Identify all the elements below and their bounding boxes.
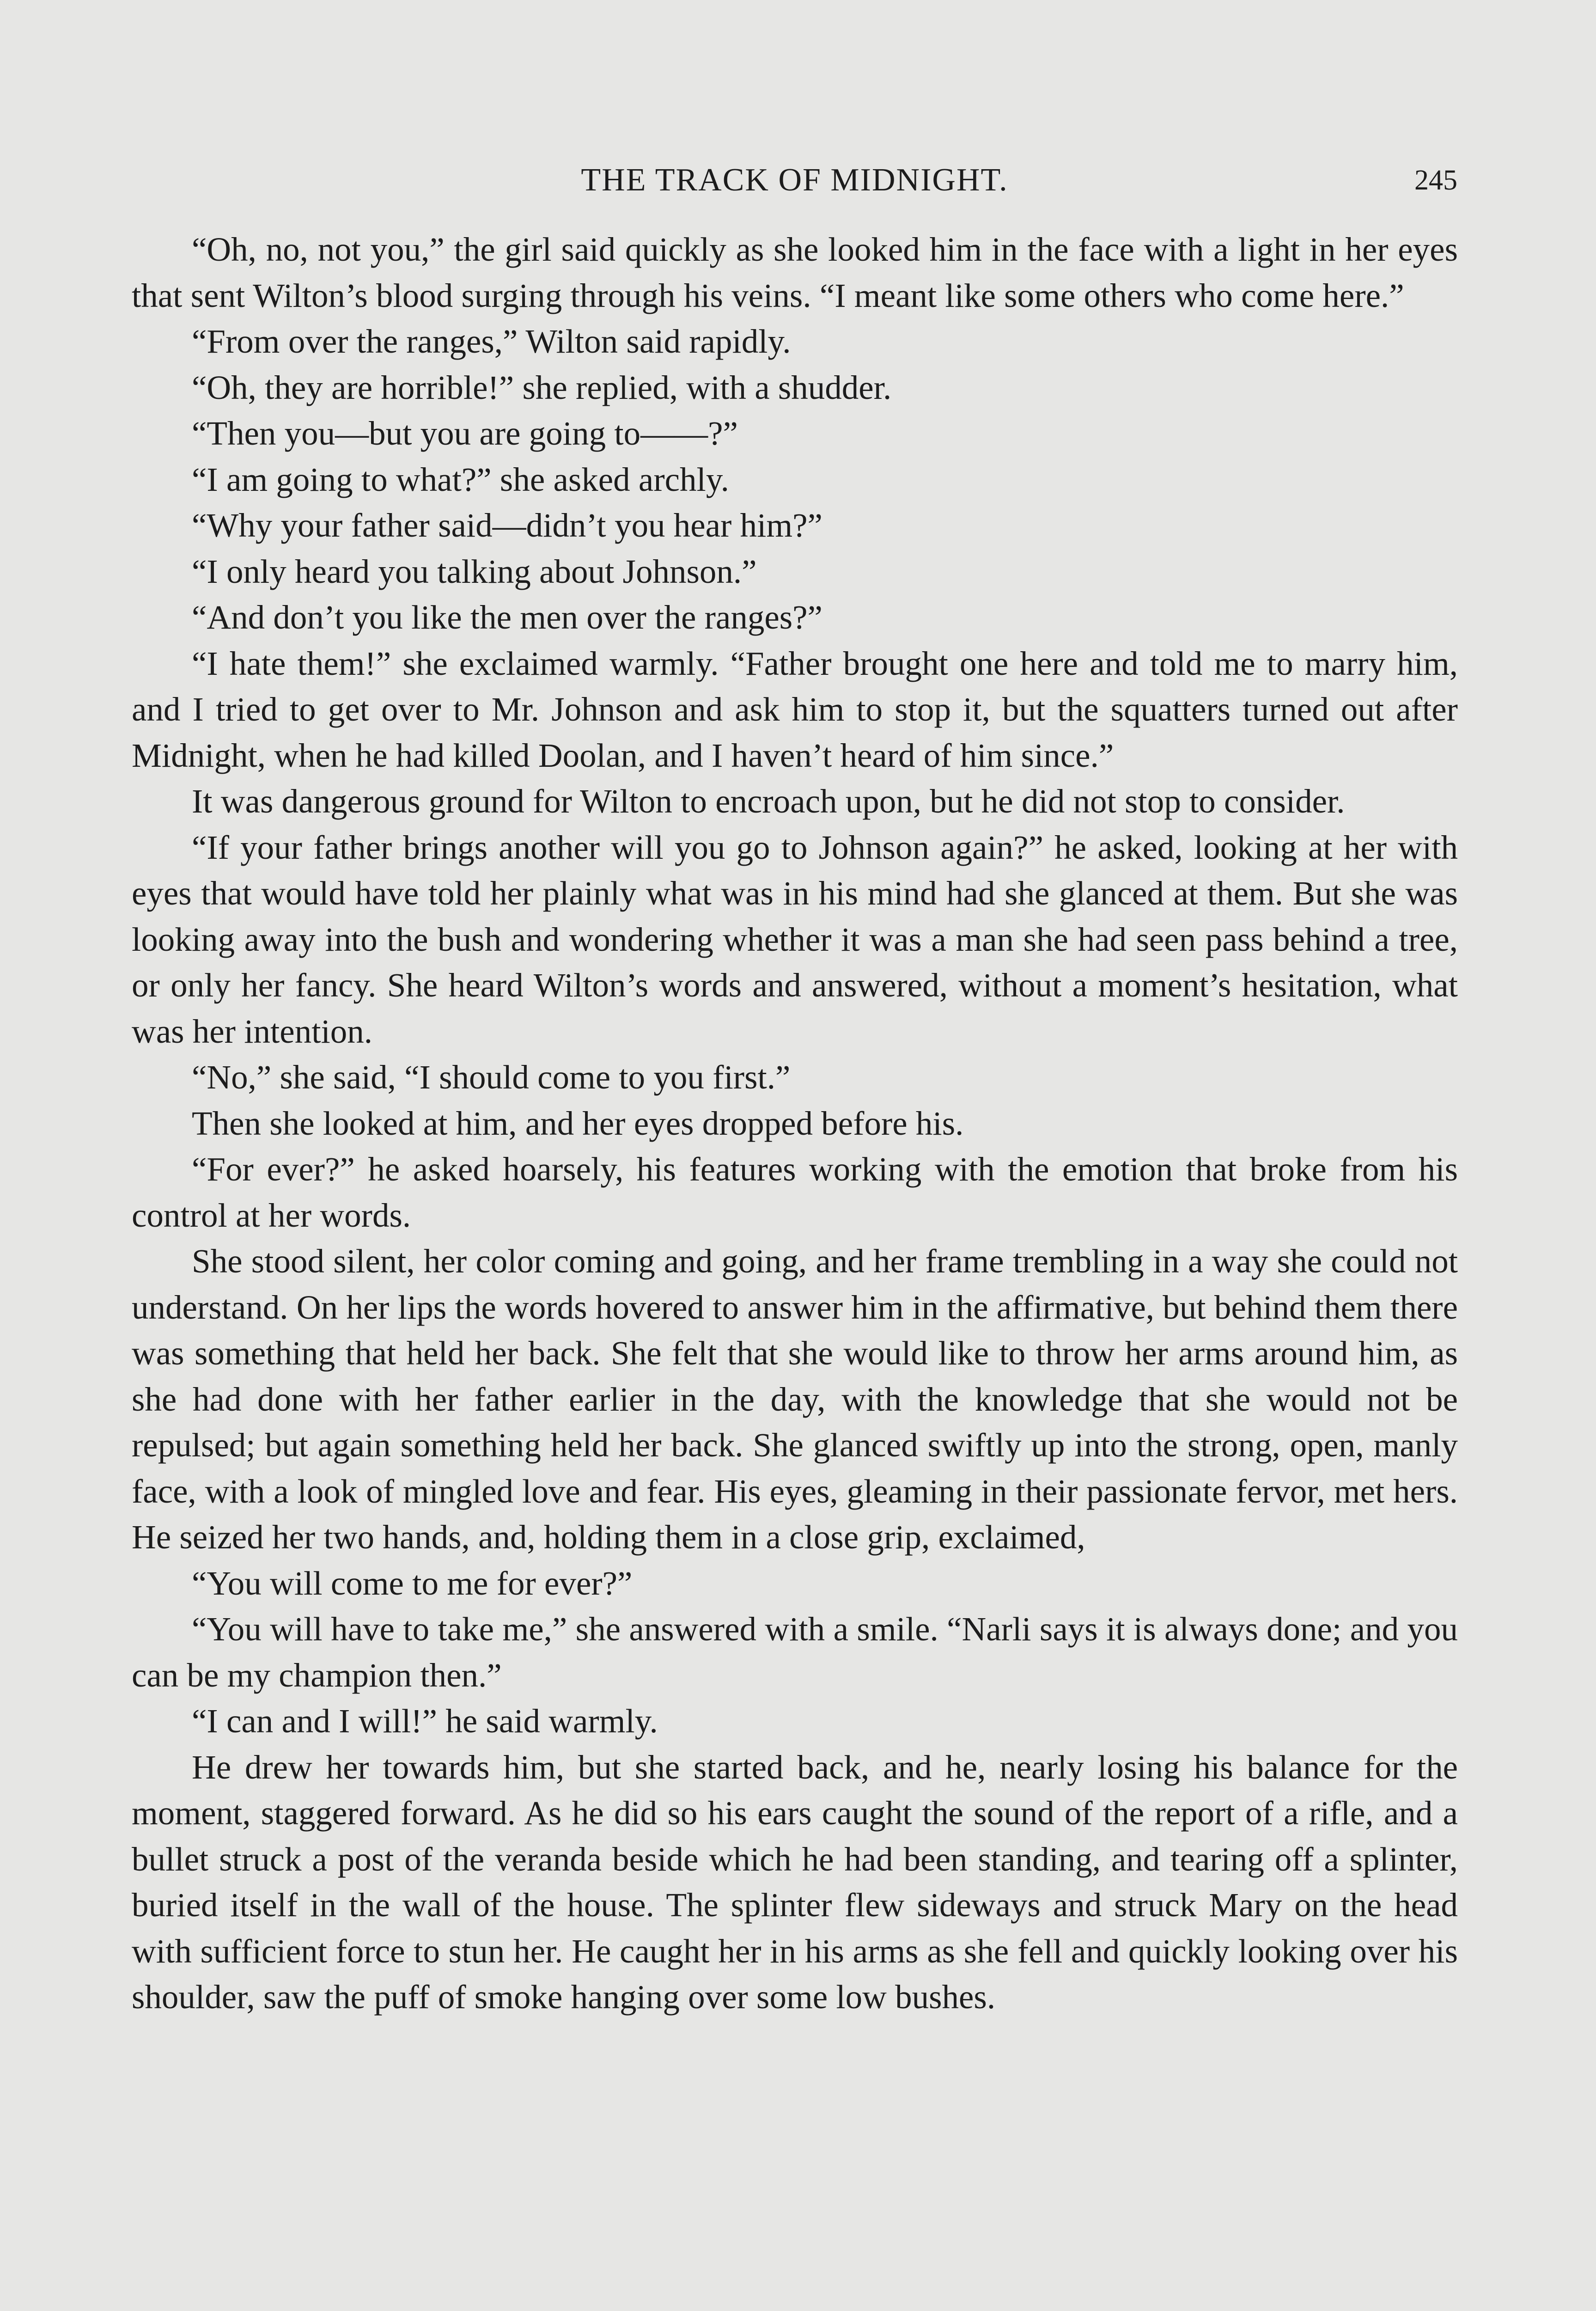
paragraph: “You will come to me for ever?” [192,1564,633,1602]
paragraph: “If your father brings another will you go to Johnson again?” he asked, looking at her with eyes that would have told her plainly what was in his mind had she glanced at them. But she was looking away into the bush and wondering whether it was a man she had seen pass behind a tree, or only her fancy. She heard Wilton’s words and answered, without a moment’s hesitation, what was her intention. [132,828,1458,1050]
paragraph: It was dangerous ground for Wilton to encroach upon, but he did not stop to consider. [192,783,1345,820]
paragraph: “I hate them!” she exclaimed warmly. “Father brought one here and told me to marry him, and I tried to get over to Mr. Johnson and ask him to stop it, but the squatters turned out after Midnight, when he had killed Doolan, and I haven’t heard of him since.” [132,644,1458,774]
paragraph: “From over the ranges,” Wilton said rapidly. [192,323,791,360]
paragraph: “Oh, they are horrible!” she replied, with a shudder. [192,368,892,406]
paragraph: “For ever?” he asked hoarsely, his features working with the emotion that broke from his control at her words. [132,1150,1458,1234]
paragraph: He drew her towards him, but she started back, and he, nearly losing his balance for the moment, staggered forward. As he did so his ears caught the sound of the report of a rifle, and a bullet struck a post of the veranda beside which he had been standing, and tearing off a splinter, buried itself in the wall of the house. The splinter flew sideways and struck Mary on the head with sufficient force to stun her. He caught her in his arms as she fell and quickly looking over his shoulder, saw the puff of smoke hanging over some low bushes. [132,1748,1458,2016]
paragraph: “I am going to what?” she asked archly. [192,460,729,498]
body-text [132,226,1458,2020]
paragraph: She stood silent, her color coming and going, and her frame trembling in a way she could not understand. On her lips the words hovered to answer him in the affirmative, but behind them there was something that held her back. She felt that she would like to throw her arms around him, as she had done with her father earlier in the day, with the knowledge that she would not be repulsed; but again something held her back. She glanced swiftly up into the strong, open, manly face, with a look of mingled love and fear. His eyes, gleaming in their passionate fervor, met hers. He seized her two hands, and, holding them in a close grip, exclaimed, [132,1242,1458,1556]
paragraph: “I can and I will!” he said warmly. [192,1702,658,1740]
running-head: THE TRACK OF MIDNIGHT. [581,162,1008,198]
page-number: 245 [1414,165,1457,196]
paragraph: “No,” she said, “I should come to you first.” [192,1058,791,1096]
paragraph: “Then you—but you are going to——?” [192,415,738,452]
paragraph: “I only heard you talking about Johnson.” [192,552,757,590]
page-header [132,159,1457,201]
paragraph: “You will have to take me,” she answered with a smile. “Narli says it is always done; and you can be my champion then.” [132,1610,1458,1694]
paragraph: “And don’t you like the men over the ranges?” [192,599,822,636]
paragraph: Then she looked at him, and her eyes dropped before his. [192,1104,964,1142]
paragraph: “Why your father said—didn’t you hear him?” [192,507,822,544]
paragraph: “Oh, no, not you,” the girl said quickly as she looked him in the face with a light in her eyes that sent Wilton’s blood surging through his veins. “I meant like some others who come here.” [132,231,1458,314]
